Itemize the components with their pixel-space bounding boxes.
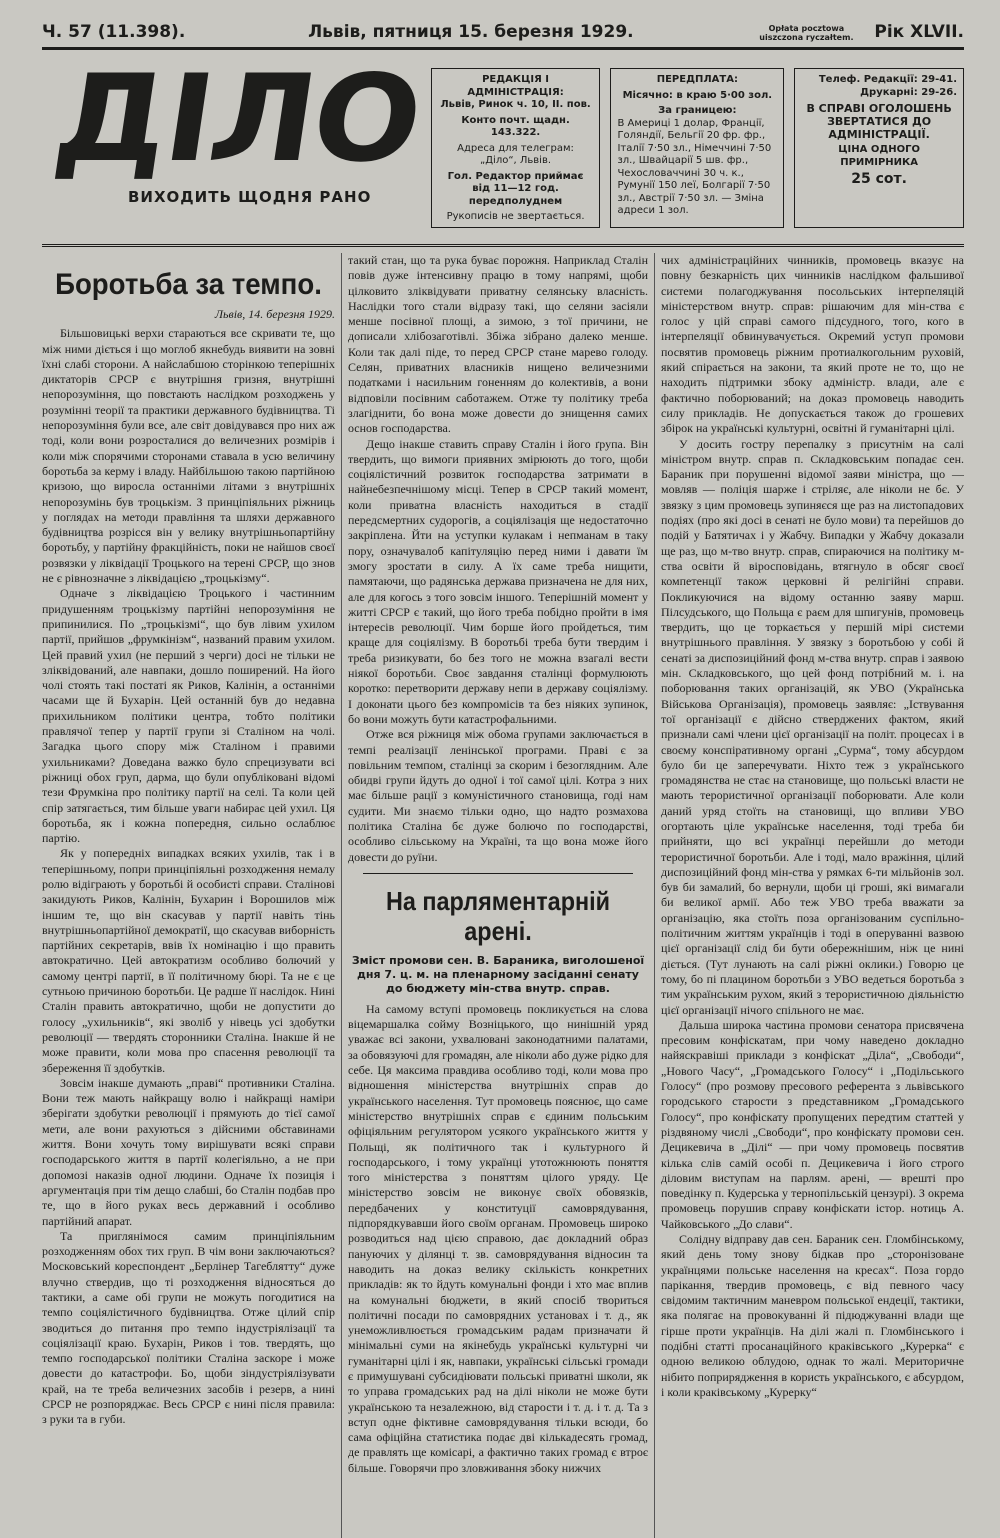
article2-cont-paragraph: чих адміністраційних чинників, промовець вказує на повну безкарність цих чинників наслідком фальшивої системи полагоджування посольських інтерпеляцій міністерством внутр. справ: рішаючим для мін-ства є голос у цій справі самого підсудного, того, кого в інтерпеляції обвинувачується. Окремий уступ промови посвятив промовець ріжним протиалкогольним руховій, який спірається на закони, та який проте не то, що не находить підтримки збоку адміністр. влади, але є фактично поборюваний; на доказ промовець наводить силу прикладів. Не допускається також до грошевих збірок на українські культурні, освітні й гуманітарні цілі. <box>661 253 964 436</box>
ads-notice: В СПРАВІ ОГОЛОШЕНЬ ЗВЕРТАТИСЯ ДО АДМІНІСТРАЦІЇ. <box>806 102 952 141</box>
editorial-address: Львів, Ринок ч. 10, II. пов. <box>440 99 591 110</box>
column-2 <box>342 253 655 1538</box>
title-block <box>42 50 429 234</box>
article1-dateline: Львів, 14. березня 1929. <box>214 307 335 321</box>
subscription-monthly: Місячно: в краю 5·00 зол. <box>622 89 773 101</box>
article1-cont-paragraph: Отже вся ріжниця між обома групами заключається в темпі реалізації ленінської програми. Праві є за повільним темпом, сталінці за скорим і безоглядним. Але обидві групи йдуть до одної і тої самої цілі. Котра з них має більше рації з комуністичного становища, годі нам судити. Ми знаємо тільки одно, що надто розмахова політика Сталіна бє дуже болючо по господарстві, особливо сільському на Україні, та що вона може його довести до руїни. <box>348 727 648 864</box>
price-value: 25 сот. <box>851 171 907 187</box>
price-label: ЦІНА ОДНОГО ПРИМІРНИКА <box>838 144 920 168</box>
subscription-header: ПЕРЕДПЛАТА: <box>656 74 738 85</box>
masthead-rule <box>42 244 964 247</box>
article-columns <box>42 253 964 1538</box>
article2-cont-paragraph: Солідну відправу дав сен. Бараник сен. Гломбінському, який день тому знову бідкав про „сторонізоване українцями польське населення на кресах“. Поза гордо парікання, твердив промовець, є від певного часу свідомим тактичним маневром польської ендеції, тактики, яка полягає на провокуванні й підюджуванні влади ще гірше проти українців. На ділі жалі п. Гломбінського і подібні статті просанаційного краківського „Курерка“ є одною великою облудою, однак то жалі. Мериторичне нібито поприрядження в користь українського, є абсурдом, і коли краківському „Курерку“ <box>661 1232 964 1399</box>
subscription-box <box>610 68 784 228</box>
date-line: Львів, пятниця 15. березня 1929. <box>308 22 634 42</box>
manuscripts-note: Рукописів не звертається. <box>446 211 585 222</box>
article1-paragraph: Більшовицькі верхи стараються все скривати те, що між ними діється і що моглоб якнебудь виявити на зовні їхні слабі сторони. А найслабшою сторінкою теперішніх диктаторів СРСР є внутрішня гризня, внутрішні непорозуміння, що повстають наслідком розходжень у розумінні теорії та практики державного будівництва. Ті непорозуміння були все, але світ довідувався про них аж тоді, коли вони розросталися до величезних розмірів і коли між спорячими сторонами ставала в усю величину боротьба за керму і владу. Найбільшою такою партійною кризою, що виросла останніми літами з внутрішніх непорозумінь був троцькізм. З принціпіяльних ріжниць у поглядах на методи правління та шляхи державного будівництва розрісся він у велику внутрішньопартійну боротьбу, у партійну фракційність, поки не найшов своєї розвязки у ліквідації Троцького на терені СРСР, що знов не є рівнозначне з ліквідацією „троцькізму“. <box>42 326 335 586</box>
newspaper-subtitle: ВИХОДИТЬ ЩОДНЯ РАНО <box>128 188 372 206</box>
contact-box <box>794 68 964 228</box>
article2-paragraph: На самому вступі промовець покликується на слова віцемаршалка сойму Возніцького, що нинішній уряд уважає всі закони, ухвалювані законодатними палатами, за обовязуючі для громадян, але ніколи або дуже рідко для себе. Ця максима правдива особливо тоді, коли мова про відношення міністерства внутрішніх справ до українського населення. Тут промовець пояснює, що саме міністерство внутрішніх справ є єдиним польським офіціяльним регулятором усякого українського життя у Польщі, як політичного так і культурного й господарського, і тому українці утотожнюють поняття того міністерства з поняттям цілого уряду. Це міністерство зовсім не виконує своїх обовязків, передбачених у конституції самоврядування, підпорядкувавши його своїм органам. Промовець широко розводиться над цією справою, дає докладний образ пануючих у ділянці т. зв. самоврядування відносин та наводить на доказ велику скількість конкретних прикладів: як то йдуть комунальні фонди і хто має вплив на комунальні бюджети, в який спосіб твориться політичні посади по самоврядних установах і т. д., як унеможливлюється громадським радам призначати й мінімальні суми на якінебудь українські культурні чи гуманітарні цілі і як, навпаки, українські сільські громади є примушувані субсидіювати польські приватні школи, як то управа громадських рад на ділі ніколи не може бути українською та незалежною, від старости і т. д. і т. д. Та з вступ одне фіктивне самоврядування тільки всюди, бо сама офіційна статистика подає дві кількадесять громад, де правлять ще комісарі, а фактично таких громад є втроє більше. Говорячи про зловживання збоку нижчих <box>348 1001 648 1475</box>
article1-paragraph: Та приглянімося самим принціпіяльним розходженням обох тих груп. В чім вони заключаються? Московський кореспондент „Берлінер Тагеблятту“ дуже влучно ствердив, що ті розходження відносяться до тактики, а саме обі групи не можуть погодитися на темпо соціялістичного будівництва. Отже цілий спір зводиться до питання про темпо індустріялізації та соціялізації краю. Бухарін, Риков і тов. твердять, що темпо господарської політики Сталіна заскоре і може довести до катастрофи. Бо, щоби зіндустріялізувати край, на те треба величезних засобів і резерв, а нині СРСР не розпоряджає. Весь СРСР є нині після правила: з руки та в губи. <box>42 1228 335 1427</box>
editorial-header: РЕДАКЦІЯ І АДМІНІСТРАЦІЯ: <box>467 74 564 98</box>
issue-number: Ч. 57 (11.398). <box>42 22 186 42</box>
phone-print: Друкарні: 29-26. <box>860 86 958 98</box>
article1-paragraph: Як у попередніх випадках всяких ухилів, так і в теперішньому, попри принціпіяльні розходження немалу ролю відіграють у боротьбі й особисті справи. Сталінові закидують Риков, Калінін, Бухарин і Ворошилов між іншим те, що він скасував у партії навіть тінь внутрішньопартійної демократії, що скасував виборність партійних секретарів, ввів їх номінацію і що править автократично. Цей автократизм особливо болючий у самому центрі партії, в її політичному бюрі. Та не є це сутньою причиною боротьби. Це радше її наслідок. Нині Сталін править автократично, щоби не допустити до голосу „ухильників“, які зволіб у нівець усі здобутки революції — твердять сторонники Сталіна. Інакше й не може правити, коли мова про спасення революції та збереження її здобутків. <box>42 846 335 1075</box>
article1-cont-paragraph: Дещо інакше ставить справу Сталін і його ґрупа. Він твердить, що вимоги приявних змірюють до того, щоби соціялістичний розвиток господарства затримати в найнебезпечнішому місці. Тепер в СРСР такий момент, коли приватна власність находиться в стадії передсмертних судорогів, а соціялізація ще недостаточно закріплена. Йти на уступки кулакам і непманам в таку пору, означувалоб капітуляцію перед ними і давати їм змогу зростати в силу. А їх саме треба нищити, памятаючи, що радянська держава призначена не для них, але для когось з того зовсім іншого. Теперішній момент у житті СРСР є такий, що його треба побідно пройти в імя інтересів революції. Чим борше його пройдеться, тим краще для соціялізму. В боротьбі треба бути твердим і треба ризикувати, бо без того не можна взагалі вести ніякої боротьби. Своє завдання сталінці формулюють коротко: перетворити державу непи в державу соціялізму. І доконати цього без компромісів та без ніяких зупинок, бо вони можуть бути катастрофальними. <box>348 436 648 726</box>
column-1 <box>42 253 342 1538</box>
abroad-header: За границею: <box>658 105 737 116</box>
abroad-prices: В Америці 1 долар, Франції, Голяндії, Бельгії 20 фр. фр., Італії 7·50 зл., Німеччині 7·50 зл., Швайцарії 5 шв. фр., Чехословаччині 30 ч. к., Румунії 150 леї, Болгарії 7·50 зл., Австрії 7·50 зл. — Зміна адреси 1 зол. <box>617 117 772 216</box>
article1-headline: Боротьба за темпо. <box>55 268 322 301</box>
article2-cont-paragraph: У досить гостру перепалку з присутнім на салі міністром внутр. справ п. Складковським попадає сен. Бараник при порушенні відомої заяви міністра, що — мовляв — поліція шарже і стріляє, але ніколи не бє. У звязку з цим промовець зупиняєся ще раз на листопадових подіях (про які досі в сенаті не було мови) та перейшов до подій у Батятичах і у Жабчу. Випадки у Жабчу доказали ще раз, що м-тво внутр. справ, спираючися на політику м-ства освіти й віросповідань, втягнуло в обсяг своєї компетенції також церковні й релігійні справи. Покликуючися на відому останню заяву марш. Пілсудського, що Польща є раєм для шпигунів, промовець твердить, що це торкається у першій мірі системи внутрішнього правління. У звязку з боротьбою у собі й сенаті за диспозиційний фонд м-ства внутр. справ і заявою мін. Складковського, що цей фонд потрібний м. і. на поборювання таких організацій, як УВО (Українська Військова Організація), промовець заявляє: „Іствування тої організації є дійсно стверджених фактом, який признали самі члени цієї організації на політ. процесах і в своєму конспіративному органі „Сурма“, тому абсурдом було би це заперечувати. Ніхто теж з українського громадянства не стає на становище, що польські власти не мають терористичної організації поборювати. Але коли даний уряд стоїть на становищі, що впливи УВО огортають ціле українське населення, тоді треба би прийняти, що всі українці перейшли до методи терористичної боротьби. Але і тоді, мало вражіння, цілий диспозиційний фонд мін-ства у рямках 6-ти мільйонів зол. був би замалий, бо вернули, щоби ці гроші, які вимагали би великої армії. Або теж УВО треба вважати за організацію, яка стоїть поза організованим суспільно-політичним життям українців і тоді в оперуванні вазвою цієї організації слід би бути обережнішим, ніж це нині діється. (Тут лунають на салі ріжні оклики.) Говорю це тому, бо пі плацином боротьби з УВО ведеться боротьба з тим українським рухом, який з терористичною діяльністю цієї організації нічого спільного не має. <box>661 436 964 1017</box>
article1-cont-paragraph: такий стан, що та рука буває порожня. Наприклад Сталін повів дуже інтенсивну працю в тому напрямі, щоби цілковито зліквідувати приватну селянську власність. Наслідки того стали відразу такі, що селяни засіяли менше посівної площі, а зимою, з тої причини, не дописали хлібозаготівлі. Збіжа зібрано далеко менше. Коли так далі піде, то перед СРСР стане марево голоду. Селян, приватних власників нищено величезними податками і насильним гоненням до колективів, а вони відповіли посівним саботажем. Отже ту політику треба злагіднити, бо вона може довести до знищення самих основ господарства. <box>348 253 648 436</box>
article2-headline: На парляментарній арені. <box>363 873 633 946</box>
postal-note: Opłata pocztowa uiszczona ryczałtem. <box>759 24 854 42</box>
article2-subheading: Зміст промови сен. В. Бараника, виголошеної дня 7. ц. м. на пленарному засіданні сенату до бюджету мін-ства внутр. справ. <box>351 953 645 995</box>
masthead <box>42 50 964 234</box>
editor-hours: Гол. Редактор приймає від 11—12 год. передполуднем <box>447 170 584 207</box>
year-label: Рік XLVII. <box>874 22 964 42</box>
article1-paragraph: Одначе з ліквідацією Троцького і частинним придушенням троцькізму партійні непорозуміння не припинилися. По „троцькізмі“, що був лівим ухилом партії, прийшов „фрумкінізм“, названий правим ухилом. Цей правий ухил (не перший з черги) досі не тільки не зліквідований, але навпаки, дошло поширений. На його чолі стоять такі постаті як Риков, Калінін, а останніми часами ще й Бухарін. Цей останній був до недавна прихильником політики центра, тобто політики правлячої тепер у партії групи зі Сталіном на чолі. Загадка цього спору між Сталіном і правими ухильниками? Доведана важко було спрецизувати всі ріжниці обох груп, дарма, що були опубліковані відомі тези Фрумкіна про політику партії на селі. Та коли цей спір затягається, тим більше уваги набирає цей ухил. Ця боротьба, як і кожна попередня, сильно ослаблює партію. <box>42 586 335 846</box>
column-3 <box>655 253 964 1538</box>
editorial-box <box>431 68 601 228</box>
telegram-address: Адреса для телеграм: „Діло“, Львів. <box>457 142 574 166</box>
article2-cont-paragraph: Дальша широка частина промови сенатора присвячена пресовим конфіскатам, при чому наведено докладно найяскравіші приклади з конфіскат „Діла“, „Свободи“, „Нового Часу“, „Громадського Голосу“ і „Подільського Голосу“ (про розмову пресового референта з львівського городського старости з представником „Громадського Голосу“, про конфіскату пропущених передтим статтей у різдвяному числі „Свободи“, про конфіскату промови сен. Децикевича в „Ділі“ — при чому промовець посвятив кілька слів самій особі п. Децикевича і його строго діловим виступам на парлям. арені, — врешті про поведінку п. Кудерська у тернопільській цензурі). З окрема промовець порушив справу конфіскати істор. нотиць А. Чайковського „До слави“. <box>661 1017 964 1231</box>
editorial-konto: Конто почт. щадн. 143.322. <box>461 114 570 138</box>
phone-editorial: Телеф. Редакції: 29-41. <box>818 74 958 85</box>
top-line <box>42 22 964 45</box>
newspaper-title: ДІЛО <box>45 50 429 189</box>
article1-paragraph: Зовсім інакше думають „праві“ противники Сталіна. Вони теж мають найкращу волю і найкращі наміри зберігати здобутки революції і прямують до тієї самої мети, але вони рахуються з дійсними обставинами життя. Вони хочуть тому вирішувати всякі справи господарського життя в партії колегіяльно, а не при допомозі наказів одної людини. Одначе їх позиція і аргументація при тім дещо слабші, бо Сталін подбав про те, що в його руках весь державний і особливо партійний апарат. <box>42 1075 335 1228</box>
